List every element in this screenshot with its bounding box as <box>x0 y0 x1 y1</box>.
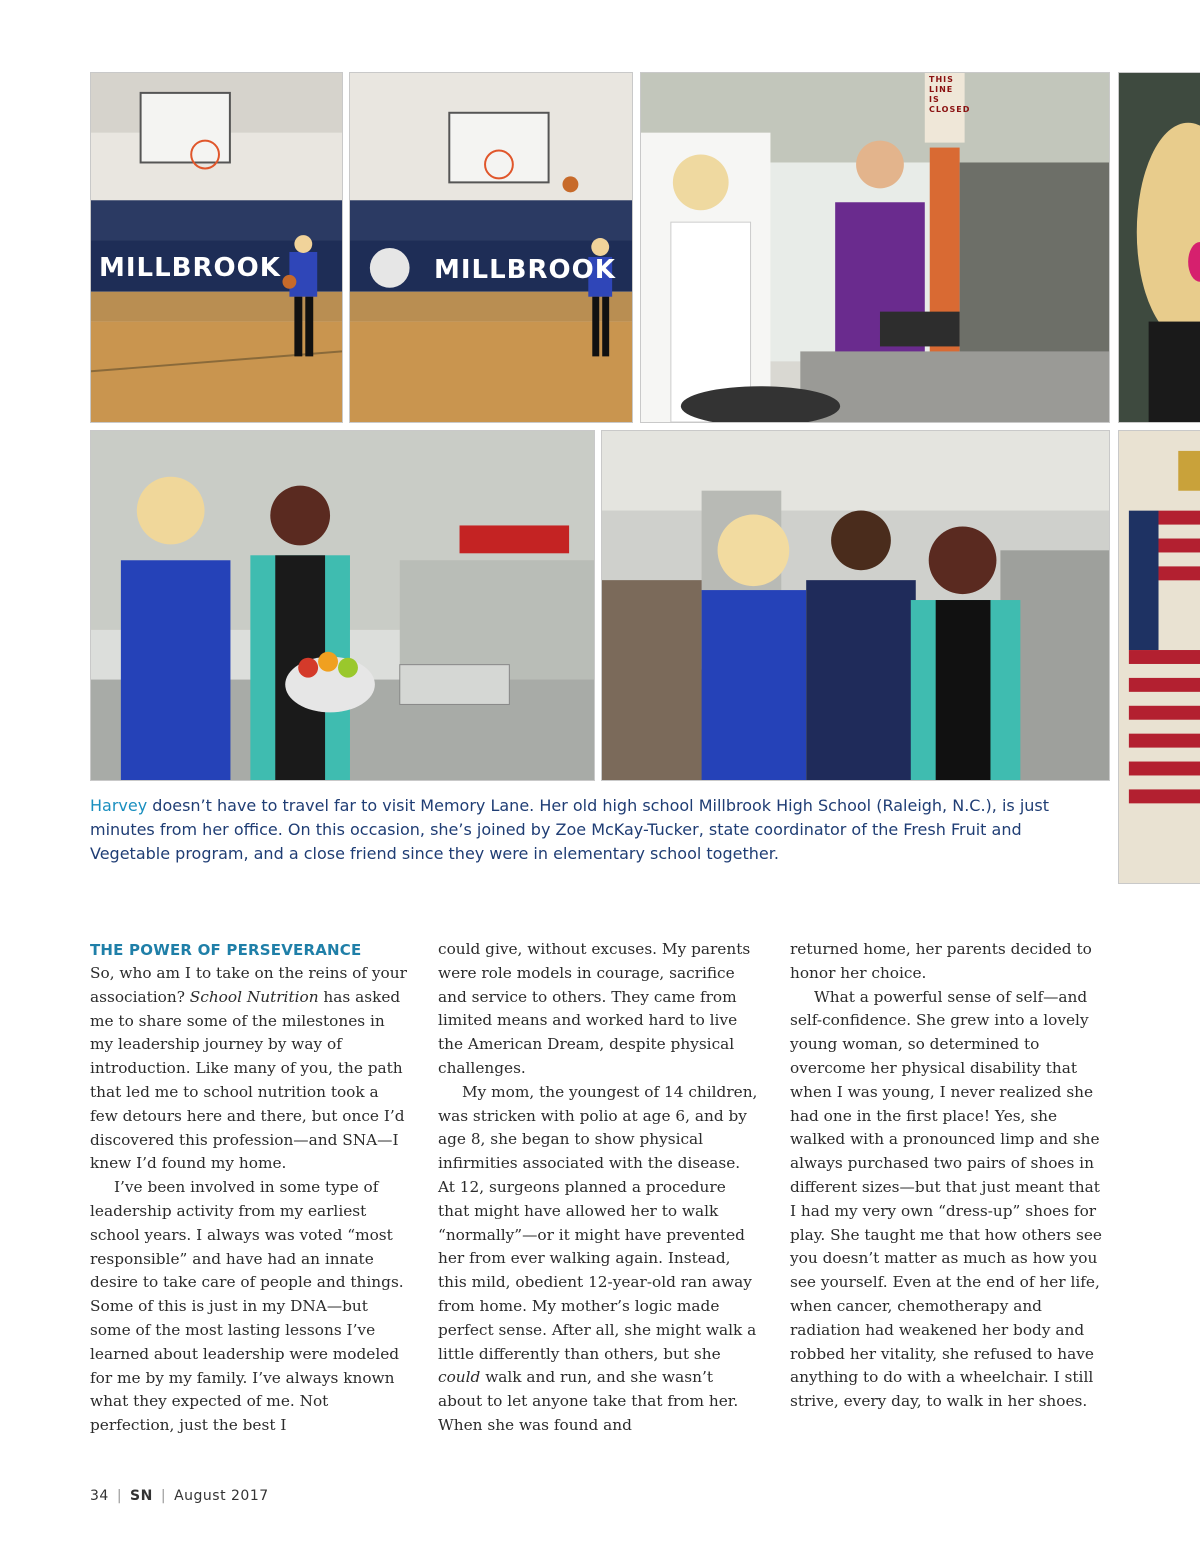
article-column-2 <box>438 938 758 1438</box>
emphasis: could <box>438 1368 481 1387</box>
line-closed-sign: THIS LINE IS CLOSED <box>929 75 971 114</box>
photo-salad-bar <box>90 430 595 781</box>
photo-gym-dribbling <box>90 72 343 423</box>
magazine-title: School Nutrition <box>189 987 319 1006</box>
gym-banner-text: MILLBROOK <box>434 255 616 285</box>
page-footer: 34 | SN | August 2017 <box>90 1488 269 1504</box>
text-run: walk and run, and she wasn’t about to let anyone take that from her. When she was found and <box>438 1368 739 1434</box>
caption-lead: Harvey <box>90 796 148 815</box>
issue-date: August 2017 <box>174 1488 269 1504</box>
photo-caption <box>90 794 1100 866</box>
paragraph <box>438 1081 758 1438</box>
article-column-3 <box>790 938 1110 1414</box>
photo-cafeteria-line <box>640 72 1110 423</box>
photo-right-edge-top <box>1118 72 1200 423</box>
gym-banner-text: MILLBROOK <box>99 253 281 283</box>
magazine-name: SN <box>130 1488 153 1504</box>
paragraph: could give, without excuses. My parents were role models in courage, sacrifice and service to others. They came from limited means and worked hard to live the American Dream, despite physical challenges. <box>438 940 751 1077</box>
text-run: So, who am I to take on the reins of your association? <box>90 964 407 1006</box>
article-column-1 <box>90 938 410 1438</box>
photo-gym-shooting <box>349 72 633 423</box>
text-run: has asked me to share some of the milestones in my leadership journey by way of introduction. Like many of you, the path that led me to school nutrition took a few detours here and there, but once I’d discovered this profession—and SNA—I knew I’d found my home. <box>90 987 405 1173</box>
photo-three-women <box>601 430 1110 781</box>
paragraph: I’ve been involved in some type of leadership activity from my earliest school years. I always was voted “most responsible” and have had an innate desire to take care of people and things. Some of this is just in my DNA—but some of the most lasting lessons I’ve learned about leadership were modeled for me by my family. I’ve always known what they expected of me. Not perfection, just the best I <box>90 1178 404 1435</box>
paragraph: returned home, her parents decided to honor her choice. <box>790 940 1092 982</box>
paragraph <box>90 962 410 1176</box>
text-run: My mom, the youngest of 14 children, was stricken with polio at age 6, and by age 8, she began to show physical infirmities associated with the disease. At 12, surgeons planned a procedure that might have allowed her to walk “normally”—or it might have prevented her from ever walking again. Instead, this mild, obedient 12-year-old ran away from home. My mother’s logic made perfect sense. After all, she might walk a little differently than others, but she <box>438 1082 758 1363</box>
section-heading: THE POWER OF PERSEVERANCE <box>90 941 362 959</box>
photo-right-edge-flag <box>1118 430 1200 884</box>
caption-text: doesn’t have to travel far to visit Memory Lane. Her old high school Millbrook High School (Raleigh, N.C.), is just minutes from her office. On this occasion, she’s joined by Zoe McKay-Tucker, state coordinator of the Fresh Fruit and Vegetable program, and a close friend since they were in elementary school together. <box>90 796 1050 863</box>
page-number: 34 <box>90 1488 109 1504</box>
paragraph: What a powerful sense of self—and self-confidence. She grew into a lovely young woman, so determined to overcome her physical disability that when I was young, I never realized she had one in the first place! Yes, she walked with a pronounced limp and she always purchased two pairs of shoes in different sizes—but that just meant that I had my very own “dress-up” shoes for play. She taught me that how others see you doesn’t matter as much as how you see yourself. Even at the end of her life, when cancer, chemotherapy and radiation had weakened her body and robbed her vitality, she refused to have anything to do with a wheelchair. I still strive, every day, to walk in her shoes. <box>790 987 1102 1411</box>
